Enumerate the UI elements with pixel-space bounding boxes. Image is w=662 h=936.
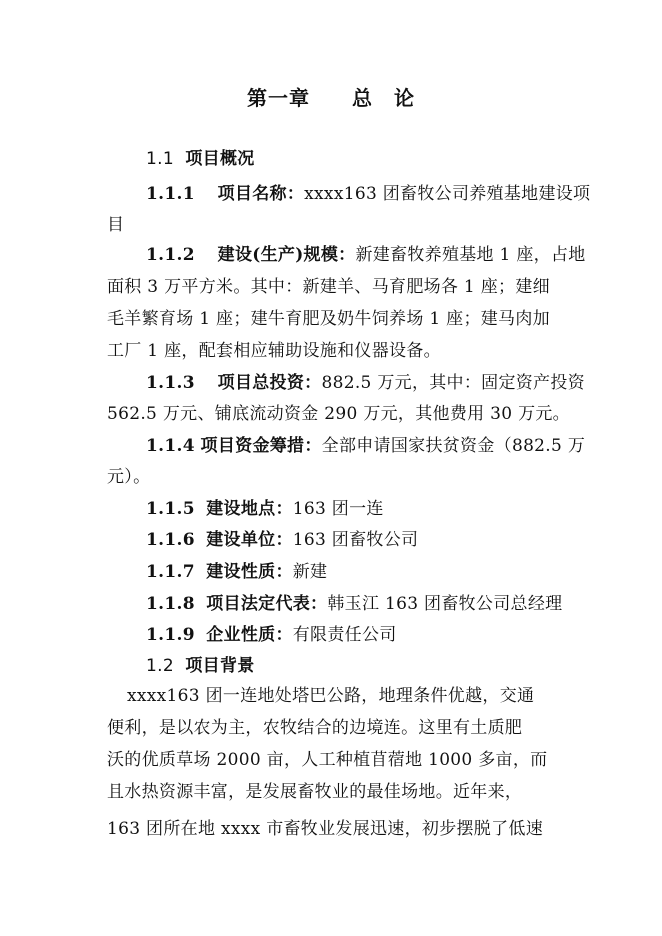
paragraph-line: 163 团所在地 xxxx 市畜牧业发展迅速，初步摆脱了低速 [107, 819, 544, 839]
item-1-1-2-line: 毛羊繁育场 1 座；建牛育肥及奶牛饲养场 1 座；建马肉加 [107, 309, 550, 329]
item-number: 1.1.9 [146, 625, 195, 645]
item-label: 项目法定代表： [206, 594, 328, 614]
item-number: 1.1.2 [146, 245, 195, 265]
section-heading-1-2 [146, 654, 255, 678]
item-value: 163 团畜牧公司 [292, 530, 419, 550]
item-1-1-3 [146, 371, 585, 395]
item-1-1-4 [146, 434, 585, 458]
item-number: 1.1.7 [146, 562, 195, 582]
item-number: 1.1.8 [146, 594, 195, 614]
item-number: 1.1.3 [146, 373, 195, 393]
section-heading-1-1 [146, 147, 255, 171]
item-1-1-1-cont: 目 [107, 215, 125, 235]
item-number: 1.1.1 [146, 184, 195, 204]
paragraph-line: xxxx163 团一连地处塔巴公路，地理条件优越，交通 [127, 686, 535, 706]
section-number: 1.2 [146, 656, 174, 676]
item-number: 1.1.6 [146, 530, 195, 550]
item-label: 建设性质： [206, 562, 293, 582]
item-value: xxxx163 团畜牧公司养殖基地建设项 [304, 184, 591, 204]
item-value: 163 团一连 [292, 499, 384, 519]
item-label: 项目资金筹措： [200, 436, 322, 456]
section-title: 项目背景 [185, 656, 255, 676]
item-value: 新建畜牧养殖基地 1 座，占地 [355, 245, 586, 265]
item-value: 全部申请国家扶贫资金（882.5 万 [321, 436, 586, 456]
item-value: 有限责任公司 [292, 625, 397, 645]
item-1-1-3-cont: 562.5 万元、铺底流动资金 290 万元，其他费用 30 万元。 [107, 404, 570, 424]
item-1-1-4-cont: 元）。 [107, 467, 151, 487]
item-value: 韩玉江 163 团畜牧公司总经理 [327, 594, 563, 614]
item-label: 建设(生产)规模： [217, 245, 356, 265]
section-title: 项目概况 [185, 149, 255, 169]
item-1-1-9 [146, 623, 397, 647]
item-1-1-7 [146, 560, 327, 584]
item-value: 882.5 万元，其中：固定资产投资 [321, 373, 585, 393]
item-1-1-2-line: 工厂 1 座，配套相应辅助设施和仪器设备。 [107, 341, 441, 361]
item-number: 1.1.5 [146, 499, 195, 519]
item-label: 项目名称： [217, 184, 305, 204]
item-1-1-2-line: 面积 3 万平方米。其中：新建羊、马育肥场各 1 座；建细 [107, 277, 550, 297]
item-1-1-8 [146, 592, 562, 616]
section-number: 1.1 [146, 149, 174, 169]
item-label: 建设单位： [206, 530, 293, 550]
item-label: 建设地点： [206, 499, 293, 519]
item-label: 企业性质： [206, 625, 293, 645]
item-1-1-6 [146, 528, 418, 552]
item-number: 1.1.4 [146, 436, 195, 456]
chapter-title: 第一章 总 论 [247, 86, 415, 110]
item-label: 项目总投资： [217, 373, 322, 393]
item-1-1-1 [146, 182, 590, 206]
paragraph-line: 且水热资源丰富，是发展畜牧业的最佳场地。近年来， [107, 782, 523, 802]
paragraph-line: 便利，是以农为主，农牧结合的边境连。这里有土质肥 [107, 718, 523, 738]
item-1-1-5 [146, 497, 384, 521]
item-value: 新建 [292, 562, 328, 582]
item-1-1-2 [146, 243, 586, 267]
paragraph-line: 沃的优质草场 2000 亩，人工种植苜蓿地 1000 多亩，而 [107, 750, 548, 770]
